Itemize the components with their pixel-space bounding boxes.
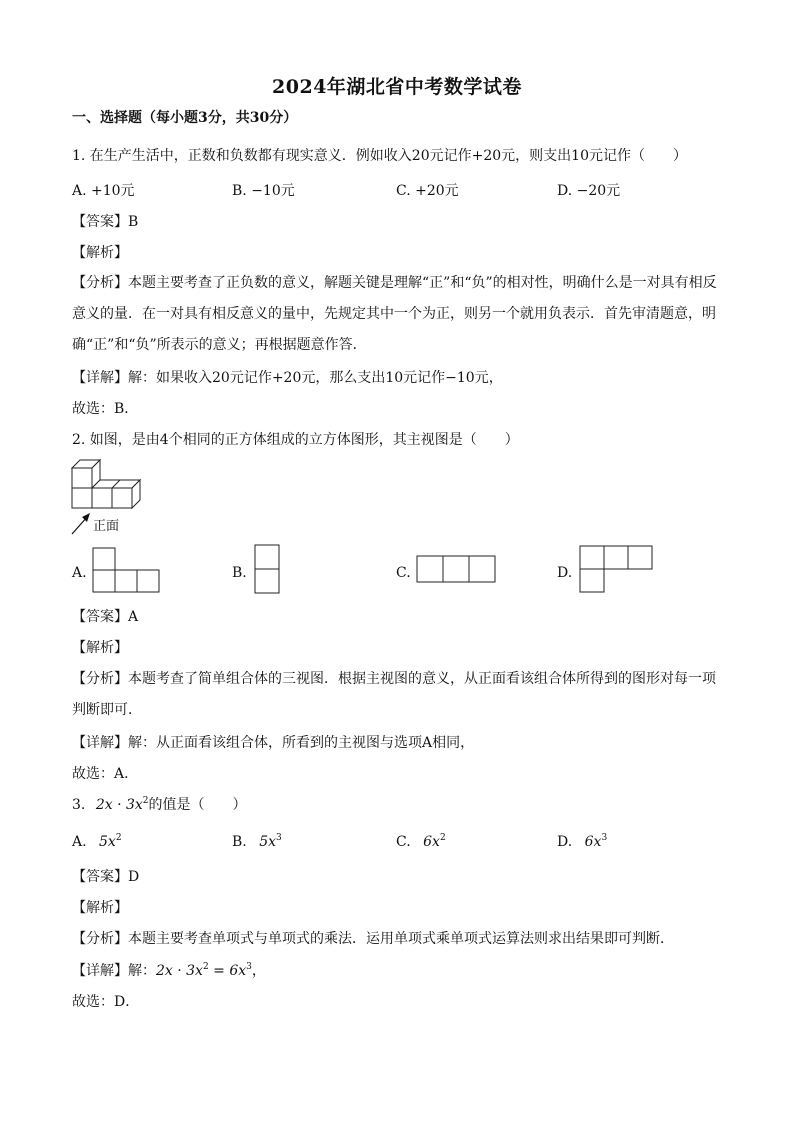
q3-answer: 【答案】D [72,869,140,885]
q3-number: 3. [72,797,86,813]
q2-option-d-figure [580,546,654,594]
front-label: 正面 [93,519,120,534]
q2-stem: 2. 如图，是由4个相同的正方体组成的立方体图形，其主视图是（ ） [72,432,519,448]
q3-option-c-label: C. [396,834,411,850]
top-cube-front [72,468,92,488]
q3-option-b-base: 5x [259,834,277,850]
section-heading: 一、选择题（每小题3分，共30分） [72,110,298,126]
q3-option-a [72,832,122,852]
q3-option-c-base: 6x [423,834,440,850]
q3-expression-exponent: 2 [142,796,149,806]
q2-option-a-figure [93,548,161,592]
q2-answer: 【答案】A [72,609,139,625]
arrow-icon [70,512,92,536]
q1-option-b: B. −10元 [232,183,295,199]
q3-option-a-exp: 2 [115,833,122,843]
q2-detail: 【详解】解：从正面看该组合体，所看到的主视图与选项A相同， [72,735,475,751]
q2-choice: 故选：A． [72,766,139,782]
q3-detail-suffix: ， [251,963,266,979]
q3-choice: 故选：D． [72,994,140,1010]
q2-option-c-label: C. [396,565,411,581]
q3-stem-tail: 的值是（ ） [148,797,247,813]
q2-jiexi-heading: 【解析】 [72,640,128,656]
page-title: 2024年湖北省中考数学试卷 [272,76,522,98]
q3-detail-rhs-exp: 3 [246,962,252,972]
q3-option-b-label: B. [232,834,247,850]
q3-option-d-exp: 3 [601,833,608,843]
q3-option-d-base: 6x [584,834,602,850]
q3-detail-lhs-exp: 2 [202,962,209,972]
q3-jiexi-heading: 【解析】 [72,900,128,916]
q1-detail: 【详解】解：如果收入20元记作+20元，那么支出10元记作−10元， [72,370,503,386]
q1-choice: 故选：B． [72,401,139,417]
q1-answer: 【答案】B [72,214,139,230]
q3-option-d-label: D. [557,834,573,850]
q2-option-a-label: A. [72,565,87,581]
q3-expression: 2x · 3x [95,797,143,813]
q3-option-c [396,832,446,852]
bottom-cube-1 [72,488,92,508]
q3-detail-lhs: 2x · 3x [156,963,203,979]
q2-option-b-label: B. [232,565,247,581]
q3-detail [72,961,266,981]
q3-option-a-base: 5x [99,834,116,850]
q3-option-b-exp: 3 [276,833,282,843]
q3-detail-rhs: = 6x [208,963,247,979]
q3-stem [72,795,247,815]
q1-option-a: A. +10元 [72,183,135,199]
bottom-cube-2 [92,488,112,508]
q1-analysis: 【分析】本题主要考查了正负数的意义，解题关键是理解“正”和“负”的相对性，明确什么是一对具有相反意义的量．在一对具有相反意义的量中，先规定其中一个为正，则另一个就用负表示．首先审清题意，明确“正”和“负”所表示的意义；再根据题意作答． [72,275,717,353]
q1-option-d: D. −20元 [557,183,621,199]
q2-option-c-figure [417,556,499,584]
q3-option-c-exp: 2 [439,833,446,843]
q2-option-d-label: D. [557,565,573,581]
q2-option-b-figure [255,545,281,595]
q1-stem: 1. 在生产生活中，正数和负数都有现实意义．例如收入20元记作+20元，则支出10元记作（ ） [72,148,687,164]
bottom-cube-3 [112,488,132,508]
q1-jiexi-heading: 【解析】 [72,245,128,261]
q3-analysis: 【分析】本题主要考查单项式与单项式的乘法．运用单项式乘单项式运算法则求出结果即可判断． [72,931,674,947]
q3-option-a-label: A. [72,834,87,850]
q3-option-d [557,832,607,852]
q1-option-c: C. +20元 [396,183,459,199]
q2-analysis: 【分析】本题考查了简单组合体的三视图．根据主视图的意义，从正面看该组合体所得到的图形对每一项判断即可． [72,671,716,718]
q3-option-b [232,832,282,852]
cube-figure [72,460,144,510]
q3-detail-prefix: 【详解】解： [72,963,156,979]
